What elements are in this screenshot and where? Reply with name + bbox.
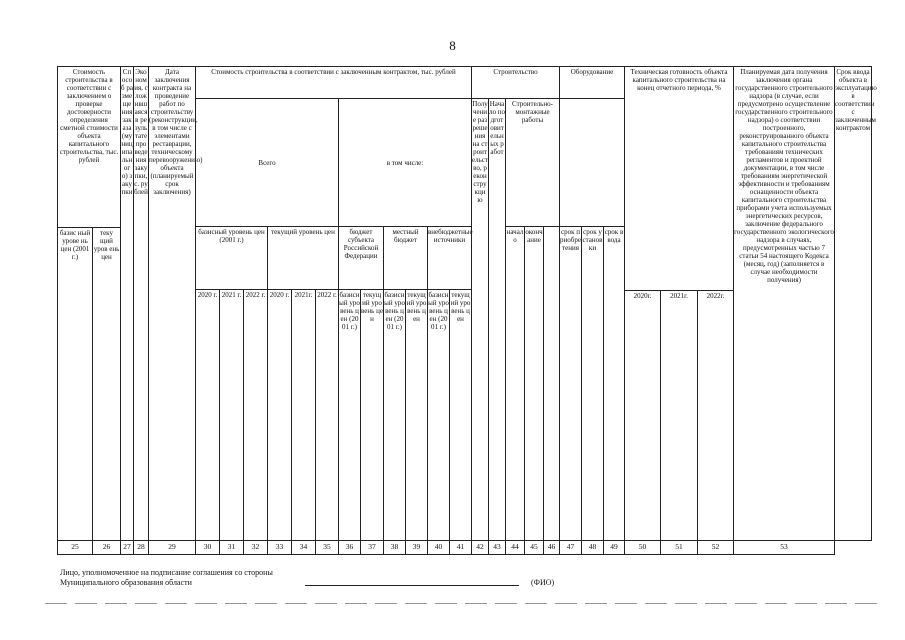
header-col-48: срок ввода: [603, 226, 625, 541]
header-current-prices: текущий уровень цен: [267, 226, 339, 290]
column-number: 38: [383, 540, 406, 555]
header-col-34: 2021г.: [291, 289, 316, 541]
column-number: 35: [315, 540, 339, 555]
header-col-32: 2022 г.: [243, 289, 268, 541]
column-number: 34: [291, 540, 316, 555]
column-number: 53: [733, 540, 835, 555]
column-number: 28: [133, 540, 149, 555]
column-number: 37: [360, 540, 384, 555]
header-col-44: начало: [505, 226, 525, 541]
header-construction-works: Строительно-монтажные работы: [505, 98, 560, 227]
header-col-52: Планируемая дата получения заключения органа государственного строительного надзора (в случае, если предусмотрено осуществление государственного строительного надзора) о соответствии построенного, реконструированного объекта капитального строительства требованиям технических регламентов и проектной документации, в том числе требованиям энергетической эффективности и требованиям оснащенности объекта капитального строительства приборами учета используемых энергетических ресурсов, заключение федерального государственного экологического надзора в случаях, предусмотренных частью 7 статьи 54 настоящего Кодекса (месяц, год) (заполняется в случае необходимости получения): [733, 66, 835, 541]
header-equipment: Оборудование: [559, 66, 625, 99]
header-col-27: Способ размещения заказа (муниципального) закупки: [120, 66, 134, 541]
header-col-31: 2021 г.: [219, 289, 244, 541]
header-including: в том числе:: [338, 98, 472, 227]
header-col-51: 2022г.: [697, 290, 734, 541]
header-construction: Строительство: [471, 66, 560, 99]
header-col-36: базисный уровень цен (2001 г.): [338, 289, 361, 541]
page-number: 8: [449, 38, 456, 53]
column-number: 36: [338, 540, 361, 555]
column-number: 30: [195, 540, 220, 555]
column-number: 32: [243, 540, 268, 555]
header-col-40: базисный уровень цен (2001 г.): [427, 289, 450, 541]
column-number: 29: [148, 540, 196, 555]
header-col-45: окончание: [524, 226, 544, 541]
column-number: 45: [524, 540, 544, 555]
fio-label: (ФИО): [531, 578, 555, 587]
header-col-53: Срок ввода объекта в эксплуатацию в соответствии с заключенным контрактом: [834, 66, 872, 541]
column-number: 27: [120, 540, 134, 555]
header-offbudget: внебюджетные источники: [427, 226, 472, 290]
header-cost-by-expertise: Стоимость строительства в соответствии с заключением о проверке достоверности определения сметной стоимости объекта капитального строительства, тыс. рублей: [57, 66, 121, 228]
header-readiness: Техническая готовность объекта капитального строительства на конец отчетного периода, %: [624, 66, 734, 291]
header-total: Всего: [195, 98, 339, 227]
header-col-37: текущий уровень цен: [360, 289, 384, 541]
header-contract-cost: Стоимость строительства в соответствии с заключенным контрактом, тыс. рублей: [195, 66, 472, 99]
column-number: 48: [581, 540, 604, 555]
header-construction-blank: [543, 226, 560, 541]
header-col-50: 2021г.: [660, 290, 698, 541]
header-col-42: Получение разрешения на строительство, реконструкцию: [471, 98, 489, 541]
column-number: 25: [57, 540, 93, 555]
column-number: 31: [219, 540, 244, 555]
header-col-41: текущий уровень цен: [449, 289, 472, 541]
header-col-46: срок приобретения: [559, 226, 582, 541]
column-number: 46: [543, 540, 560, 555]
signatory-label: Лицо, уполномоченное на подписание соглашения со стороны: [60, 568, 273, 577]
column-number: 50: [624, 540, 661, 555]
header-equipment-blank: [559, 98, 625, 227]
column-number: 42: [471, 540, 489, 555]
column-number: 40: [427, 540, 450, 555]
header-base-prices: базисный уровень цен (2001 г.): [195, 226, 268, 290]
dashed-divider: [45, 603, 885, 604]
header-subject-budget: бюджет субъекта Российской Федерации: [338, 226, 384, 290]
column-number: 47: [559, 540, 582, 555]
header-col-33: 2020 г.: [267, 289, 292, 541]
header-col-29: Дата заключения контракта на проведение работ по строительству (реконструкции, в том числе с элементами реставрации, техническому перевооружению) объекта (планируемый срок заключения): [148, 66, 196, 541]
header-col-43: Начало подготовительных работ: [488, 98, 506, 541]
header-col-30: 2020 г.: [195, 289, 220, 541]
column-number: 41: [449, 540, 472, 555]
header-local-budget: местный бюджет: [383, 226, 428, 290]
signature-line: [305, 585, 519, 586]
header-col-47: срок установки: [581, 226, 604, 541]
header-col-25: базис ный урове нь цен (2001 г.): [57, 227, 93, 541]
column-number: 39: [405, 540, 428, 555]
column-number: 43: [488, 540, 506, 555]
header-col-39: текущий уровень цен: [405, 289, 428, 541]
header-col-26: теку щий уров ень цен: [92, 227, 121, 541]
column-number: 26: [92, 540, 121, 555]
municipality-label: Муниципального образования области: [60, 578, 192, 587]
column-number: 51: [660, 540, 698, 555]
report-table: [58, 67, 877, 557]
column-number: 33: [267, 540, 292, 555]
column-number: 49: [603, 540, 625, 555]
column-number: 52: [697, 540, 734, 555]
header-col-38: базисный уровень цен (2001 г.): [383, 289, 406, 541]
column-number: 44: [505, 540, 525, 555]
header-col-35: 2022 г.: [315, 289, 339, 541]
header-col-28: Экономия, сложившаяся в результате проведения закупки, с. рублей: [133, 66, 149, 541]
header-col-49: 2020г.: [624, 290, 661, 541]
